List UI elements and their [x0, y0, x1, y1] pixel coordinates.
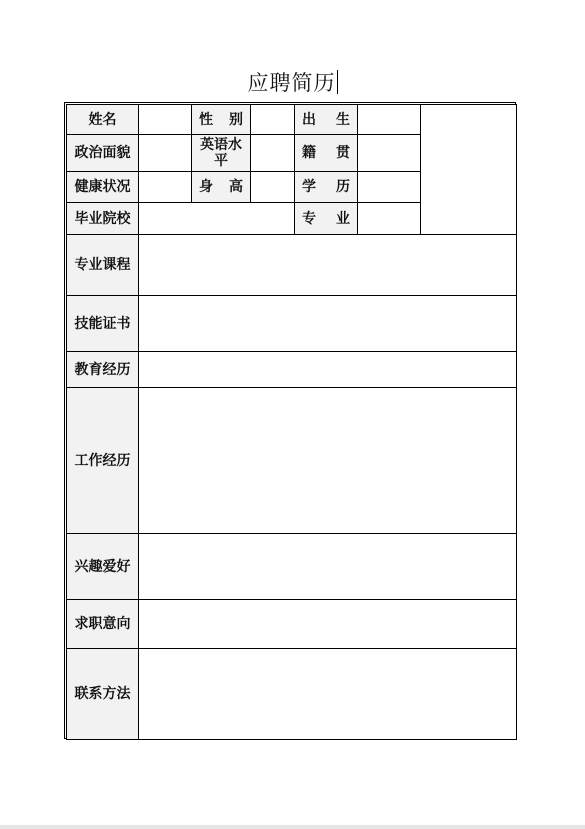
gender-label-char-2: 别 — [229, 111, 243, 128]
birth-label-char-2: 生 — [336, 111, 350, 128]
health-label: 健康状况 — [67, 172, 139, 203]
courses-label: 专业课程 — [67, 235, 139, 296]
education-cell[interactable] — [358, 172, 421, 203]
education-label — [295, 172, 358, 203]
major-label-char-2: 业 — [336, 210, 350, 227]
document-title-text: 应聘简历 — [247, 71, 336, 95]
gender-label — [192, 105, 251, 135]
row-basic-1 — [67, 105, 517, 135]
gender-label-char-1: 性 — [199, 111, 213, 128]
political-label: 政治面貌 — [67, 135, 139, 172]
row-work-history — [67, 388, 517, 534]
english-cell[interactable] — [251, 135, 295, 172]
school-label: 毕业院校 — [67, 203, 139, 235]
english-label-text: 英语水平 — [200, 137, 242, 169]
education-history-content[interactable] — [139, 352, 517, 388]
birth-label-char-1: 出 — [302, 111, 316, 128]
health-cell[interactable] — [139, 172, 192, 203]
name-label: 姓名 — [67, 105, 139, 135]
major-cell[interactable] — [358, 203, 421, 235]
birth-label — [295, 105, 358, 135]
education-history-label: 教育经历 — [67, 352, 139, 388]
row-certificates — [67, 296, 517, 352]
page-bottom-edge — [0, 825, 585, 829]
photo-cell[interactable] — [421, 105, 517, 235]
major-label — [295, 203, 358, 235]
document-title — [0, 68, 585, 98]
height-cell[interactable] — [251, 172, 295, 203]
name-cell[interactable] — [139, 105, 192, 135]
certificates-label: 技能证书 — [67, 296, 139, 352]
row-contact — [67, 649, 517, 740]
job-intention-label: 求职意向 — [67, 600, 139, 649]
native-label-char-1: 籍 — [302, 145, 316, 161]
row-education-history — [67, 352, 517, 388]
work-history-content[interactable] — [139, 388, 517, 534]
height-label-char-2: 高 — [229, 179, 243, 195]
contact-content[interactable] — [139, 649, 517, 740]
education-label-char-1: 学 — [302, 179, 316, 195]
native-label — [295, 135, 358, 172]
hobbies-label: 兴趣爱好 — [67, 534, 139, 600]
native-cell[interactable] — [358, 135, 421, 172]
contact-label: 联系方法 — [67, 649, 139, 740]
row-job-intention — [67, 600, 517, 649]
certificates-content[interactable] — [139, 296, 517, 352]
job-intention-content[interactable] — [139, 600, 517, 649]
courses-content[interactable] — [139, 235, 517, 296]
political-cell[interactable] — [139, 135, 192, 172]
education-label-char-2: 历 — [336, 179, 350, 195]
row-courses — [67, 235, 517, 296]
resume-table — [66, 104, 517, 740]
row-hobbies — [67, 534, 517, 600]
gender-cell[interactable] — [251, 105, 295, 135]
english-label — [192, 135, 251, 172]
height-label — [192, 172, 251, 203]
birth-cell[interactable] — [358, 105, 421, 135]
native-label-char-2: 贯 — [336, 145, 350, 161]
school-cell[interactable] — [139, 203, 295, 235]
work-history-label: 工作经历 — [67, 388, 139, 534]
height-label-char-1: 身 — [199, 179, 213, 195]
major-label-char-1: 专 — [302, 210, 316, 227]
text-cursor — [337, 70, 338, 94]
hobbies-content[interactable] — [139, 534, 517, 600]
